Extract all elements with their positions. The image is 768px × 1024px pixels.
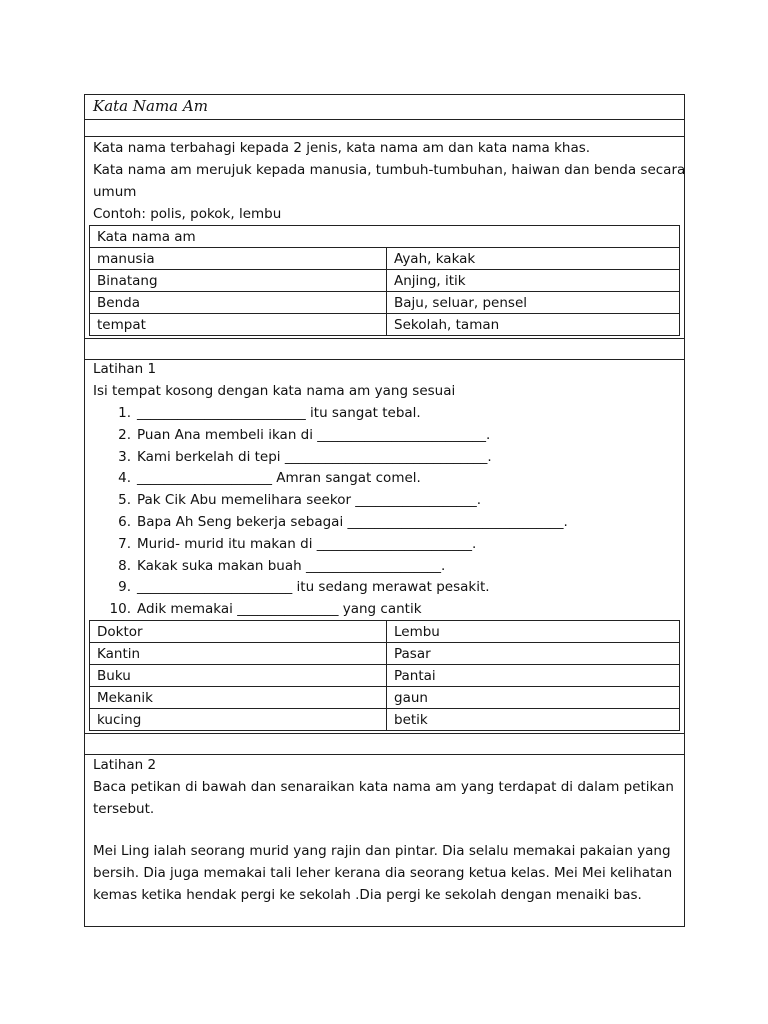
table-cell: Buku — [90, 665, 387, 687]
table-row — [90, 314, 680, 336]
table-row — [90, 709, 680, 731]
item-text: _________________________ itu sangat tebal. — [137, 405, 421, 421]
divider — [85, 733, 684, 734]
item-number: 7. — [118, 535, 131, 552]
table-header: Kata nama am — [90, 226, 680, 248]
kata-nama-am-table — [89, 225, 680, 336]
table-cell: Mekanik — [90, 687, 387, 709]
table-cell: Doktor — [90, 621, 387, 643]
item-number: 1. — [118, 405, 131, 421]
intro-example: Contoh: polis, pokok, lembu — [93, 206, 282, 222]
item-number: 6. — [118, 513, 131, 530]
intro-line-2: Kata nama am merujuk kepada manusia, tumbuh-tumbuhan, haiwan dan benda secara — [93, 162, 686, 178]
table-cell: Kantin — [90, 643, 387, 665]
divider — [85, 359, 684, 360]
table-row — [90, 643, 680, 665]
table-cell: Benda — [90, 292, 387, 314]
table-cell: gaun — [387, 687, 680, 709]
item-number: 8. — [118, 557, 131, 574]
answer-table — [89, 620, 680, 731]
item-number: 3. — [118, 448, 131, 465]
table-row — [90, 665, 680, 687]
table-cell: Lembu — [387, 621, 680, 643]
table-cell: tempat — [90, 314, 387, 336]
item-number: 9. — [118, 579, 131, 596]
worksheet-frame — [84, 94, 685, 927]
table-row — [90, 621, 680, 643]
latihan2-heading: Latihan 2 — [93, 757, 157, 773]
table-cell: betik — [387, 709, 680, 731]
latihan1-instruction: Isi tempat kosong dengan kata nama am yang sesuai — [93, 383, 456, 399]
item-number: 4. — [118, 470, 131, 487]
table-row — [90, 248, 680, 270]
divider — [85, 119, 684, 120]
item-text: Puan Ana membeli ikan di _________________________. — [137, 426, 491, 443]
table-row — [90, 687, 680, 709]
intro-line-1: Kata nama terbahagi kepada 2 jenis, kata nama am dan kata nama khas. — [93, 140, 591, 156]
page-title: Kata Nama Am — [93, 97, 208, 115]
table-cell: Sekolah, taman — [387, 314, 680, 336]
table-row — [90, 226, 680, 248]
divider — [85, 338, 684, 339]
table-cell: Binatang — [90, 270, 387, 292]
table-cell: kucing — [90, 709, 387, 731]
item-text: Pak Cik Abu memelihara seekor __________________. — [137, 492, 482, 509]
table-cell: Baju, seluar, pensel — [387, 292, 680, 314]
latihan2-passage: Mei Ling ialah seorang murid yang rajin dan pintar. Dia selalu memakai pakaian yang bersih. Dia juga memakai tali leher kerana dia seorang ketua kelas. Mei Mei kelihatan kemas ketika hendak pergi ke sekolah .Dia pergi ke sekolah dengan menaiki bas. — [93, 843, 673, 903]
divider — [85, 754, 684, 755]
item-text: Bapa Ah Seng bekerja sebagai ________________________________. — [137, 513, 568, 530]
item-number: 5. — [118, 492, 131, 509]
table-cell: Anjing, itik — [387, 270, 680, 292]
latihan1-heading: Latihan 1 — [93, 361, 157, 377]
latihan2-instruction: Baca petikan di bawah dan senaraikan kata nama am yang terdapat di dalam petikan tersebut. — [93, 779, 674, 817]
item-text: _______________________ itu sedang merawat pesakit. — [137, 579, 490, 596]
table-row — [90, 270, 680, 292]
item-text: Murid- murid itu makan di _______________________. — [137, 535, 477, 552]
item-text: ____________________ Amran sangat comel. — [137, 470, 421, 487]
table-cell: Pantai — [387, 665, 680, 687]
item-text: Kami berkelah di tepi ______________________________. — [137, 448, 492, 465]
table-row — [90, 292, 680, 314]
divider — [85, 136, 684, 137]
item-text: Adik memakai _______________ yang cantik — [137, 601, 422, 618]
table-cell: Ayah, kakak — [387, 248, 680, 270]
intro-line-3: umum — [93, 184, 137, 200]
item-number: 10. — [109, 601, 131, 618]
item-number: 2. — [118, 426, 131, 443]
table-cell: manusia — [90, 248, 387, 270]
table-cell: Pasar — [387, 643, 680, 665]
item-text: Kakak suka makan buah ____________________. — [137, 557, 446, 574]
